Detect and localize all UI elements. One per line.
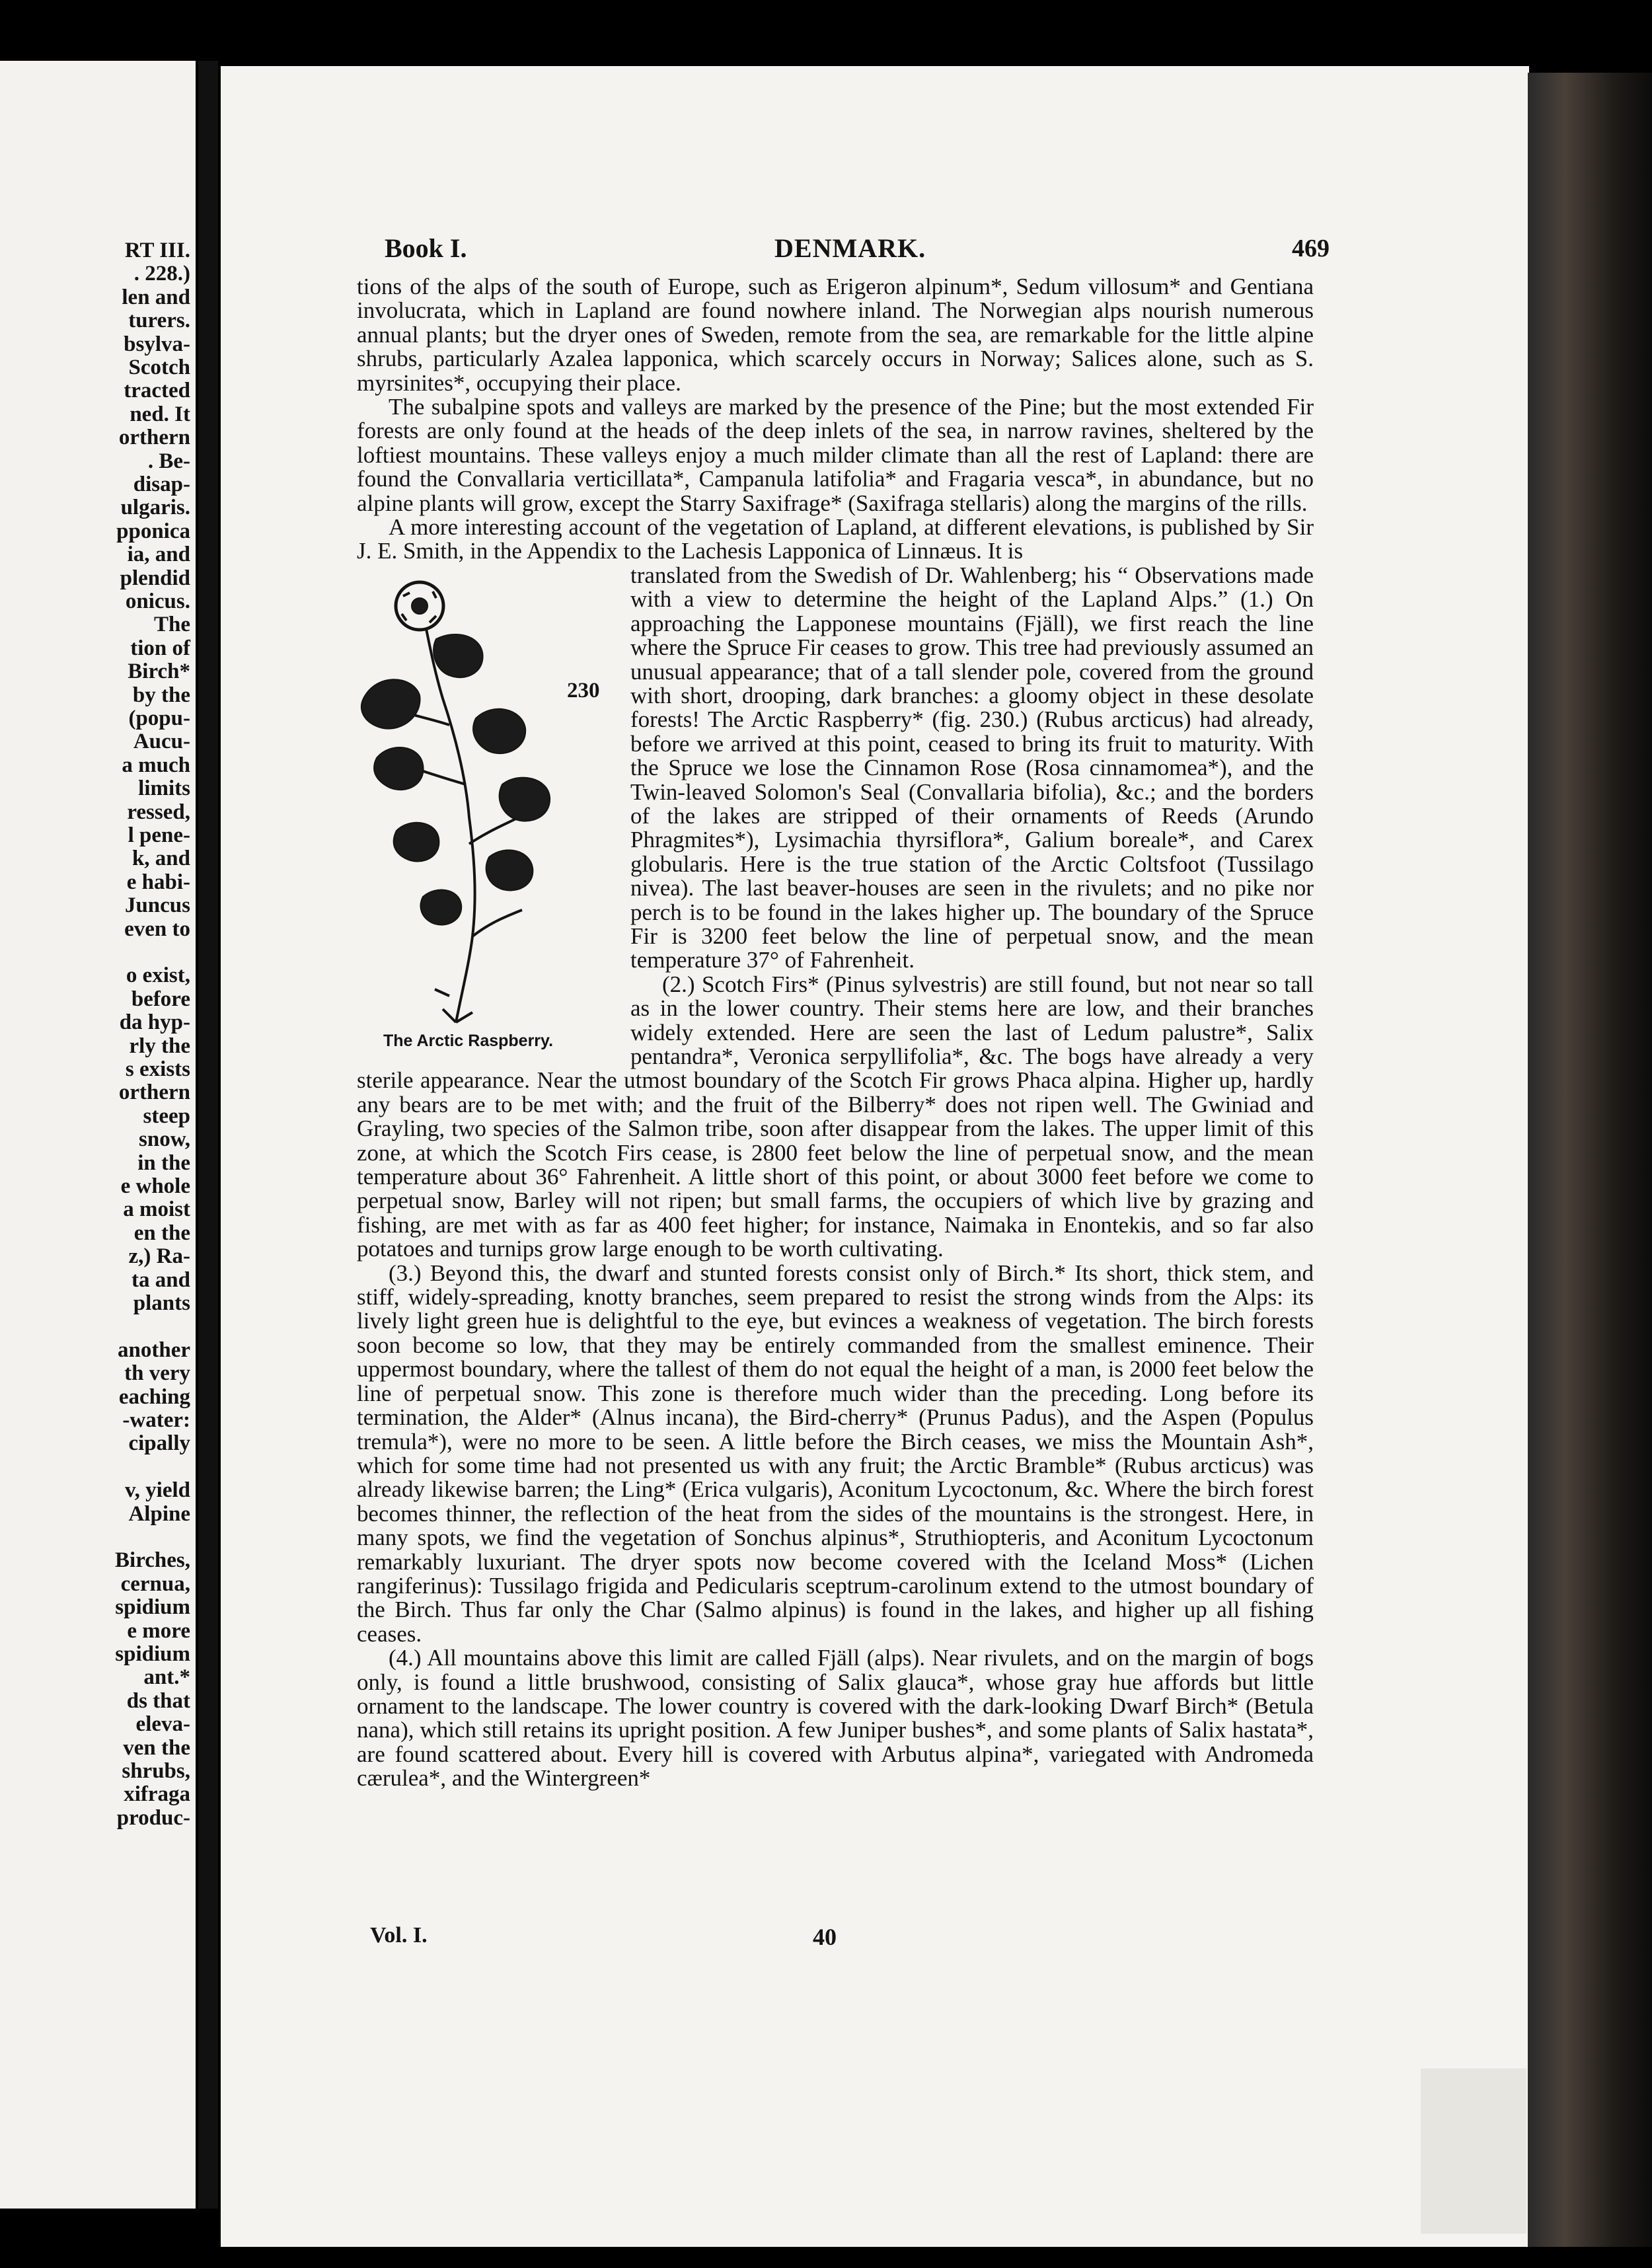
volume-label: Vol. I. <box>370 1923 428 1947</box>
left-page-line: e habi- <box>126 870 190 894</box>
left-page-line: s exists <box>125 1057 190 1081</box>
left-page-line: z,) Ra- <box>128 1244 190 1269</box>
raspberry-illustration <box>357 566 575 1029</box>
left-page-line: ds that <box>126 1688 190 1713</box>
left-page-line: ulgaris. <box>120 496 190 520</box>
left-page-line: The <box>153 613 190 637</box>
figure-caption: The Arctic Raspberry. <box>383 1031 554 1050</box>
left-page-line: bsylva- <box>124 332 190 356</box>
left-page-line: ant.* <box>143 1665 190 1690</box>
paragraph: (3.) Beyond this, the dwarf and stunted forests consist only of Birch.* Its short, thick stem, and stiff, widely-spreading, knotty branches, seem prepared to resist the strong winds from the Alps: its lively light green hue is delightful to the eye, but evinces a weakness of vegetation. The birch forests soon become so low, that they may be entirely commanded from the smallest eminence. Their uppermost boundary, where the tallest of them do not equal the height of a man, is 2000 feet below the line of perpetual snow. This zone is therefore much wider than the preceding. Long before its termination, the Alder* (Alnus incana), the Bird-cherry* (Prunus Padus), and the Aspen (Populus tremula*), were no more to be seen. A little before the Birch ceases, we miss the Mountain Ash*, which for some time had not presented us with any fruit; the Arctic Bramble* (Rubus arcticus) was already likewise barren; the Ling* (Erica vulgaris), Aconitum Lycoctonum, &c. Where the birch forest becomes thinner, the reflection of the heat from the sides of the mountains is the strongest. Here, in many spots, we find the vegetation of Sonchus alpinus*, Struthiopteris, and Aconitum Lycoctonum remarkably luxuriant. The dryer spots now become covered with the Iceland Moss* (Lichen rangiferinus): Tussilago frigida and Pedicularis sceptrum-carolinum extend to the utmost boundary of the Birch. Thus far only the Char (Salmo alpinus) is found in the lakes, and higher up all fishing ceases. <box>357 1260 1314 1647</box>
running-head <box>385 233 1330 266</box>
left-page-line: cipally <box>128 1431 190 1456</box>
left-page-line: in the <box>137 1151 190 1175</box>
left-page-line: limits <box>138 776 190 801</box>
left-page-line: Juncus <box>124 893 190 918</box>
left-page-line: plendid <box>120 566 190 590</box>
book-gutter <box>198 61 218 2209</box>
left-page-line: rly the <box>129 1034 190 1058</box>
figure-number: 230 <box>567 678 600 702</box>
page-footer <box>370 1923 1295 1956</box>
page-number: 469 <box>1292 235 1330 262</box>
left-page-line: plants <box>133 1291 190 1315</box>
left-page-line: -water: <box>122 1408 190 1432</box>
left-page-line: by the <box>132 683 190 707</box>
left-page-line: disap- <box>133 472 190 496</box>
left-page-line: orthern <box>118 1080 190 1105</box>
left-page-line: shrubs, <box>122 1759 190 1783</box>
left-page-line: another <box>118 1338 190 1362</box>
left-page-line: da hyp- <box>119 1010 190 1035</box>
left-page-line: o exist, <box>126 964 190 988</box>
book-label: Book I. <box>385 233 467 263</box>
paragraph: A more interesting account of the vegetation of Lapland, at different elevations, is published by Sir J. E. Smith, in the Appendix to the Lachesis Lapponica of Linnæus. It is <box>357 514 1314 564</box>
left-page-line: even to <box>124 917 190 941</box>
left-page-line: en the <box>133 1221 190 1245</box>
left-page-line: ta and <box>131 1267 190 1292</box>
left-page-line: Alpine <box>128 1501 190 1526</box>
left-page-line: . Be- <box>147 449 190 473</box>
left-page-line: . 228.) <box>133 262 190 286</box>
left-page-line: th very <box>124 1361 190 1386</box>
left-page-line: produc- <box>116 1805 190 1830</box>
left-page-line: pponica <box>116 519 190 543</box>
page-edge-shadow <box>1528 73 1652 2247</box>
left-page-line: cernua, <box>120 1571 190 1596</box>
left-page-line: spidium <box>115 1595 190 1620</box>
left-page-line: e whole <box>120 1174 190 1198</box>
left-page-line: eleva- <box>135 1712 190 1737</box>
left-page-line: l pene- <box>128 823 190 847</box>
left-page-line: e more <box>127 1618 190 1643</box>
left-page-line: ned. It <box>130 402 190 426</box>
paragraph: (4.) All mountains above this limit are called Fjäll (alps). Near rivulets, and on the margin of bogs only, is found a little brushwood, consisting of Salix glauca*, whose gray hue affords but little ornament to the landscape. The lower country is covered with the dark-looking Dwarf Birch* (Betula nana), which still retains its upright position. A few Juniper bushes*, and some plants of Salix hastata*, are found scattered about. Every hill is covered with Arbutus alpina*, variegated with Andromeda cærulea*, and the Wintergreen* <box>357 1645 1314 1792</box>
left-page-line: ven the <box>123 1735 190 1760</box>
left-page-line: Aucu- <box>133 730 190 754</box>
left-page-line: ressed, <box>127 800 190 824</box>
left-page-line: RT III. <box>124 239 190 262</box>
left-page-line: orthern <box>118 426 190 450</box>
left-page-line: a much <box>122 753 190 777</box>
body-text <box>357 275 1314 1791</box>
page-title: DENMARK. <box>774 233 926 263</box>
signature-mark: 40 <box>813 1924 837 1950</box>
left-page-line: before <box>131 987 190 1011</box>
left-page-line: turers. <box>128 309 190 333</box>
left-page-line: onicus. <box>125 589 190 613</box>
paragraph: The subalpine spots and valleys are marked by the presence of the Pine; but the most extended Fir forests are only found at the heads of the deep inlets of the sea, in narrow ravines, sheltered by the loftiest mountains. These valleys enjoy a much milder climate than all the rest of Lapland: there are found the Convallaria verticillata*, Campanula latifolia* and Fragaria vesca*, in abundance, but no alpine plants will grow, except the Starry Saxifrage* (Saxifraga stellaris) along the margins of the rills. <box>357 394 1314 516</box>
left-page-line: eaching <box>118 1384 190 1409</box>
left-page-line: steep <box>143 1104 190 1128</box>
left-page-fragment <box>0 61 196 2209</box>
paragraph: tions of the alps of the south of Europe, such as Erigeron alpinum*, Sedum villosum* and Gentiana involucrata, which in Lapland are found nowhere inland. The Norwegian alps nourish numerous annual plants; but the dryer ones of Sweden, remote from the sea, are remarkable for the little alpine shrubs, particularly Azalea lapponica, which scarcely occurs in Norway; Salices alone, such as S. myrsinites*, occupying their place. <box>357 274 1314 396</box>
paragraph: translated from the Swedish of Dr. Wahlenberg; his “ Observations made with a view to determine the height of the Lapland Alps.” (1.) On approaching the Lapponese mountains (Fjäll), we first reach the line where the Spruce Fir ceases to grow. This tree had previously assumed an unusual appearance; that of a tall slender pole, covered from the ground with short, drooping, dark branches: a gloomy object in these desolate forests! The Arctic Raspberry* (fig. 230.) (Rubus arcticus) had already, before we arrived at this point, ceased to bring its fruit to maturity. With the Spruce we lose the Cinnamon Rose (Rosa cinnamomea*), and the Twin-leaved Solomon's Seal (Convallaria bifolia), &c.; and the borders of the lakes are stripped of their ornaments of Reeds (Arundo Phragmites*), Lysimachia thyrsiflora*, Galium boreale*, and Carex globularis. Here is the true station of the Arctic Coltsfoot (Tussilago nivea). The last beaver-houses are seen in the rivulets; and no pike nor perch is to be found in the lakes higher up. The boundary of the Spruce Fir is 3200 feet below the line of perpetual snow, and the mean temperature 37° of Fahrenheit. <box>630 562 1314 973</box>
left-page-line: tracted <box>124 379 190 403</box>
left-page-line: Birches, <box>115 1548 190 1573</box>
left-page-line: Birch* <box>128 660 190 684</box>
left-page-line: ia, and <box>127 543 190 567</box>
left-page-line: xifraga <box>124 1782 190 1807</box>
left-page-line: a moist <box>123 1197 190 1222</box>
page-corner-stain <box>1421 2068 1526 2234</box>
left-page-line: Scotch <box>128 356 190 379</box>
left-page-line: spidium <box>115 1642 190 1666</box>
left-page-line: tion of <box>130 636 190 660</box>
paragraph: (2.) Scotch Firs* (Pinus sylvestris) are still found, but not near so tall as in the lower country. Their stems here are low, and their branches widely extended. Here are seen the last of Ledum palustre*, Salix pentandra*, Veronica serpyllifolia*, &c. The bogs have already a very sterile appearance. Near the utmost boundary of the Scotch Fir grows Phaca alpina. Higher up, hardly any bears are to be met with; and the fruit of the Bilberry* does not ripen well. The Gwiniad and Grayling, two species of the Salmon tribe, soon after disappear from the lakes. The upper limit of this zone, at which the Scotch Firs cease, is 2800 feet below the line of perpetual snow, and the mean temperature about 36° Fahrenheit. A little short of this point, or about 3000 feet before we come to perpetual snow, Barley will not ripen; but small farms, the occupiers of which live by grazing and fishing, are met with as far as 400 feet higher; for instance, Naimaka in Enontekis, and so far also potatoes and turnips grow large enough to be worth cultivating. <box>357 971 1314 1262</box>
left-page-line: snow, <box>139 1127 190 1152</box>
left-page-line: (popu- <box>128 706 190 730</box>
left-page-line: k, and <box>131 847 190 871</box>
arctic-raspberry-figure <box>357 566 621 1050</box>
left-page-line: v, yield <box>124 1478 190 1503</box>
left-page-line: len and <box>122 285 190 309</box>
